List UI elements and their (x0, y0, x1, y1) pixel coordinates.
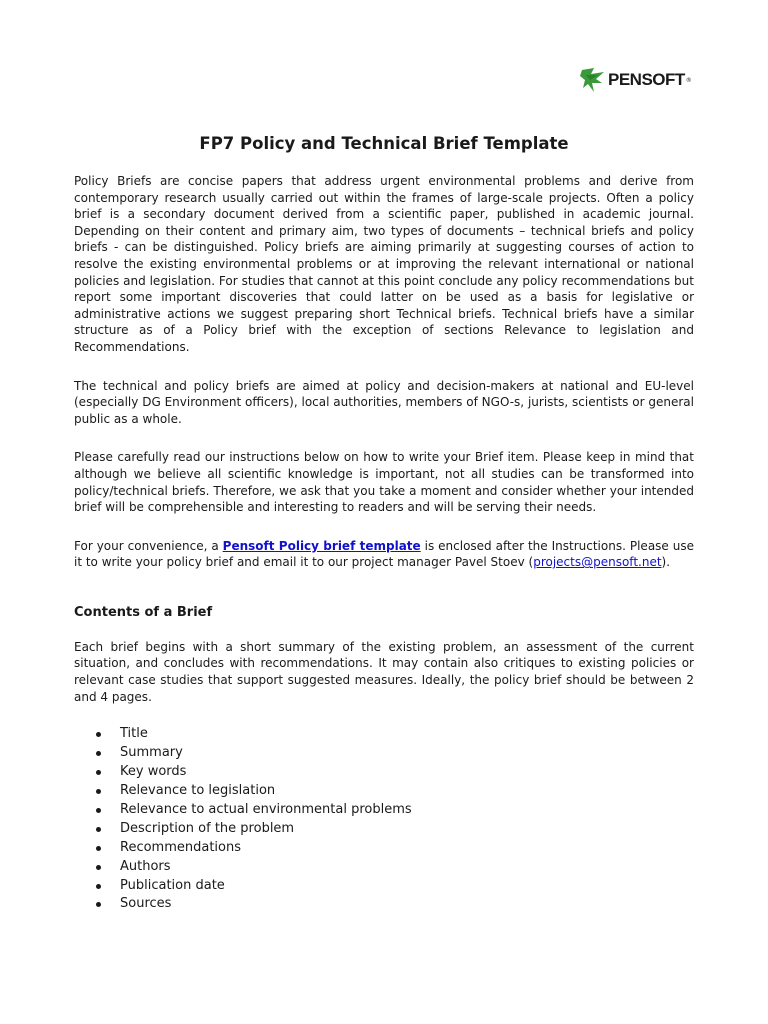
section-heading: Contents of a Brief (74, 604, 213, 620)
email-link[interactable]: projects@pensoft.net (533, 555, 662, 570)
template-text-end: ). (661, 555, 671, 570)
list-item: Title (74, 725, 694, 744)
bullet-icon (96, 827, 101, 832)
bullet-icon (96, 846, 101, 851)
page-title: FP7 Policy and Technical Brief Template (199, 134, 569, 153)
brief-contents-list (74, 725, 694, 914)
list-item: Recommendations (74, 839, 694, 858)
bullet-icon (96, 789, 101, 794)
list-item: Key words (74, 763, 694, 782)
document-body (74, 173, 694, 914)
bullet-icon (96, 808, 101, 813)
template-text-after: is enclosed after the Instructions. Please use it to write your policy brief and email it to our project manager Pavel Stoev ( (74, 538, 694, 570)
list-item: Relevance to legislation (74, 782, 694, 801)
bullet-icon (96, 732, 101, 737)
contents-paragraph: Each brief begins with a short summary of the existing problem, an assessment of the current situation, and concludes with recommendations. It may contain also critiques to existing policies or relevant case studies that support suggested measures. Ideally, the policy brief should be between 2 and 4 pages. (74, 639, 694, 704)
list-item: Relevance to actual environmental problems (74, 801, 694, 820)
template-paragraph (74, 538, 694, 571)
list-item: Publication date (74, 877, 694, 896)
list-item: Summary (74, 744, 694, 763)
list-item: Authors (74, 858, 694, 877)
logo-text: PENSOFT (608, 70, 685, 89)
instructions-paragraph: Please carefully read our instructions below on how to write your Brief item. Please keep in mind that although we believe all scientific knowledge is important, not all studies can be transformed into policy/technical briefs. Therefore, we ask that you take a moment and consider whether your intended brief will be comprehensible and interesting to readers and will be serving their needs. (74, 450, 694, 515)
template-text-before: For your convenience, a (74, 538, 223, 553)
bullet-icon (96, 751, 101, 756)
leaf-icon (580, 66, 606, 94)
bullet-icon (96, 865, 101, 870)
intro-paragraph: Policy Briefs are concise papers that address urgent environmental problems and derive from contemporary research usually carried out within the frames of large-scale projects. Often a policy brief is a secondary document derived from a scientific paper, published in academic journal. Depending on their content and primary aim, two types of documents – technical briefs and policy briefs - can be distinguished. Policy briefs are aiming primarily at suggesting courses of action to resolve the existing environmental problems or at improving the relevant international or national policies and legislation. For studies that cannot at this point conclude any policy recommendations but report some important discoveries that could latter on be used as a basis for legislative or administrative actions we suggest preparing short Technical briefs. Technical briefs have a similar structure as of a Policy brief with the exception of sections Relevance to legislation and Recommendations. (74, 174, 694, 354)
bullet-icon (96, 770, 101, 775)
list-item: Description of the problem (74, 820, 694, 839)
bullet-icon (96, 884, 101, 889)
list-item: Sources (74, 895, 694, 914)
pensoft-logo (580, 66, 692, 94)
bullet-icon (96, 902, 101, 907)
audience-paragraph: The technical and policy briefs are aimed at policy and decision-makers at national and EU-level (especially DG Environment officers), local authorities, members of NGO-s, jurists, scientists or general public as a whole. (74, 378, 694, 426)
policy-brief-template-link[interactable]: Pensoft Policy brief template (222, 538, 421, 553)
registered-mark: ® (685, 76, 692, 84)
